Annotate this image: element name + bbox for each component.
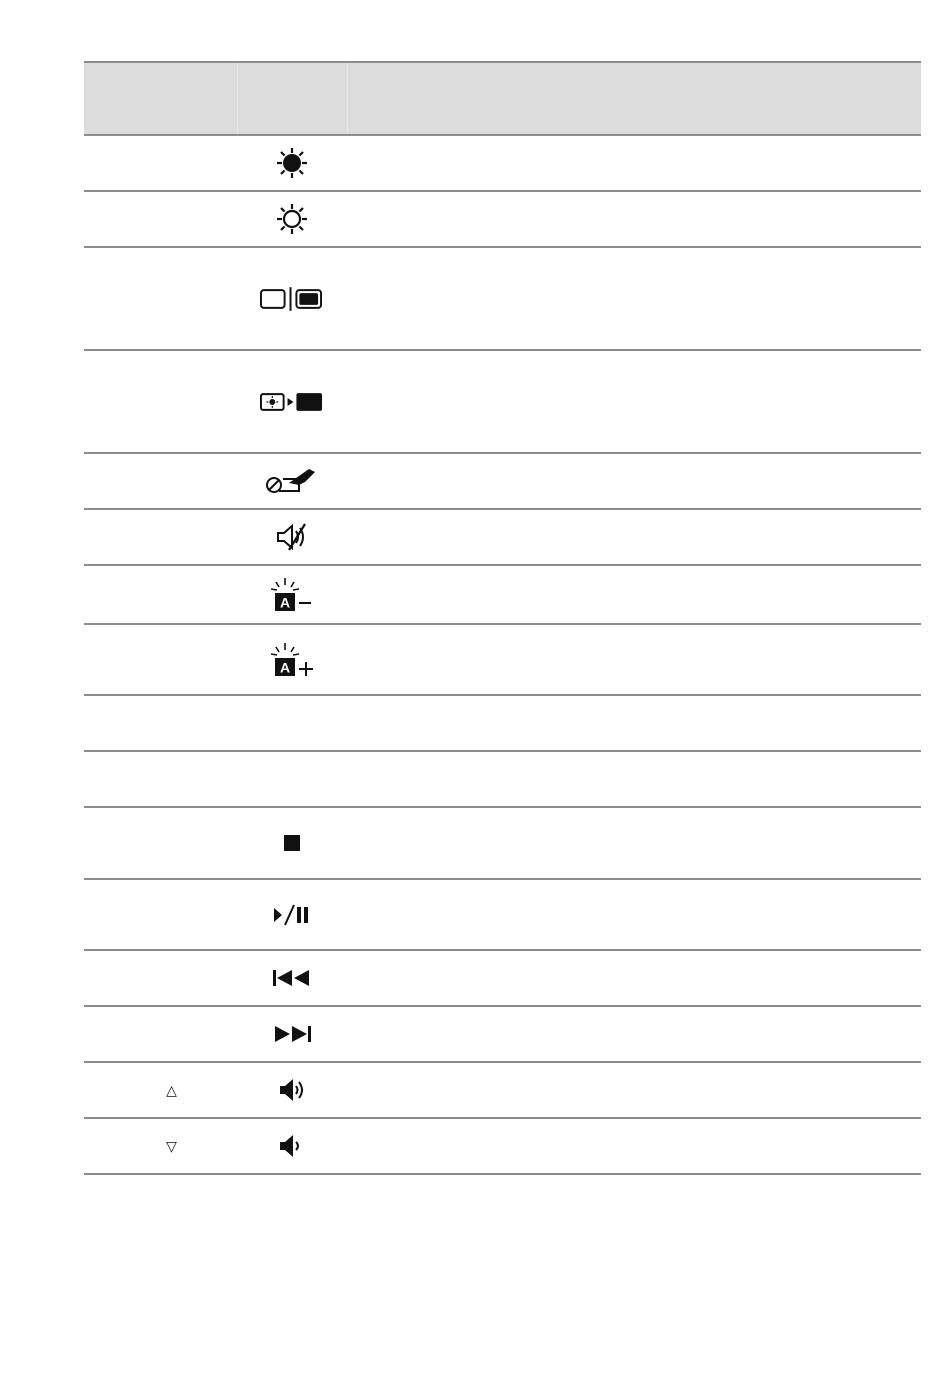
brightness-up-icon [259, 136, 324, 190]
description-cell [347, 696, 921, 750]
keyboard-backlight-up-icon [259, 625, 324, 694]
table-row [84, 510, 921, 566]
description-cell [347, 880, 921, 949]
volume-up-icon [259, 1063, 324, 1117]
description-cell [347, 752, 921, 806]
volume-down-icon [259, 1119, 324, 1173]
table-row [84, 1007, 921, 1063]
table-header [84, 61, 921, 136]
header-col-description [347, 63, 921, 134]
next-track-icon [259, 1007, 324, 1061]
table-row [84, 192, 921, 248]
previous-track-icon [259, 951, 324, 1005]
display-toggle-icon [259, 248, 324, 349]
table-row [84, 248, 921, 351]
table-row [84, 1063, 921, 1119]
keyboard-backlight-down-icon [259, 566, 324, 623]
description-cell [347, 192, 921, 246]
table-row [84, 136, 921, 192]
table-row [84, 351, 921, 454]
svg-text:A: A [279, 659, 290, 675]
hotkey-cell [84, 625, 259, 694]
description-cell [347, 951, 921, 1005]
hotkey-cell [84, 752, 259, 806]
hotkey-cell [84, 1007, 259, 1061]
description-cell [347, 1119, 921, 1173]
description-cell [347, 248, 921, 349]
description-cell [347, 351, 921, 452]
icon-cell [259, 696, 324, 750]
table-row [84, 625, 921, 696]
table-row [84, 880, 921, 951]
description-cell [347, 1007, 921, 1061]
hotkey-cell [84, 696, 259, 750]
table-row [84, 808, 921, 880]
description-cell [347, 625, 921, 694]
hotkey-cell [84, 454, 259, 508]
description-cell [347, 1063, 921, 1117]
touchpad-toggle-icon [259, 454, 324, 508]
table-row [84, 1119, 921, 1175]
speaker-mute-icon [259, 510, 324, 564]
play-pause-icon [259, 880, 324, 949]
hotkey-cell: △ [166, 1081, 177, 1098]
table-row [84, 566, 921, 625]
brightness-down-icon [259, 192, 324, 246]
table-row [84, 696, 921, 752]
description-cell [347, 808, 921, 878]
icon-cell [259, 752, 324, 806]
table-row [84, 951, 921, 1007]
hotkey-cell [84, 192, 259, 246]
header-col-icon [237, 63, 347, 134]
table-row [84, 752, 921, 808]
hotkey-cell [84, 951, 259, 1005]
hotkey-cell [84, 808, 259, 878]
hotkey-cell [84, 351, 259, 452]
description-cell [347, 566, 921, 623]
header-col-hotkey [84, 63, 237, 134]
hotkey-cell [84, 510, 259, 564]
table-row [84, 454, 921, 510]
hotkey-cell [84, 136, 259, 190]
description-cell [347, 510, 921, 564]
stop-icon [259, 808, 324, 878]
hotkey-table [84, 61, 921, 1175]
hotkey-cell: ▽ [166, 1137, 177, 1154]
hotkey-cell [84, 880, 259, 949]
screen-blank-icon [259, 351, 324, 452]
hotkey-cell [84, 248, 259, 349]
description-cell [347, 454, 921, 508]
hotkey-cell [84, 566, 259, 623]
description-cell [347, 136, 921, 190]
svg-text:A: A [279, 594, 290, 610]
